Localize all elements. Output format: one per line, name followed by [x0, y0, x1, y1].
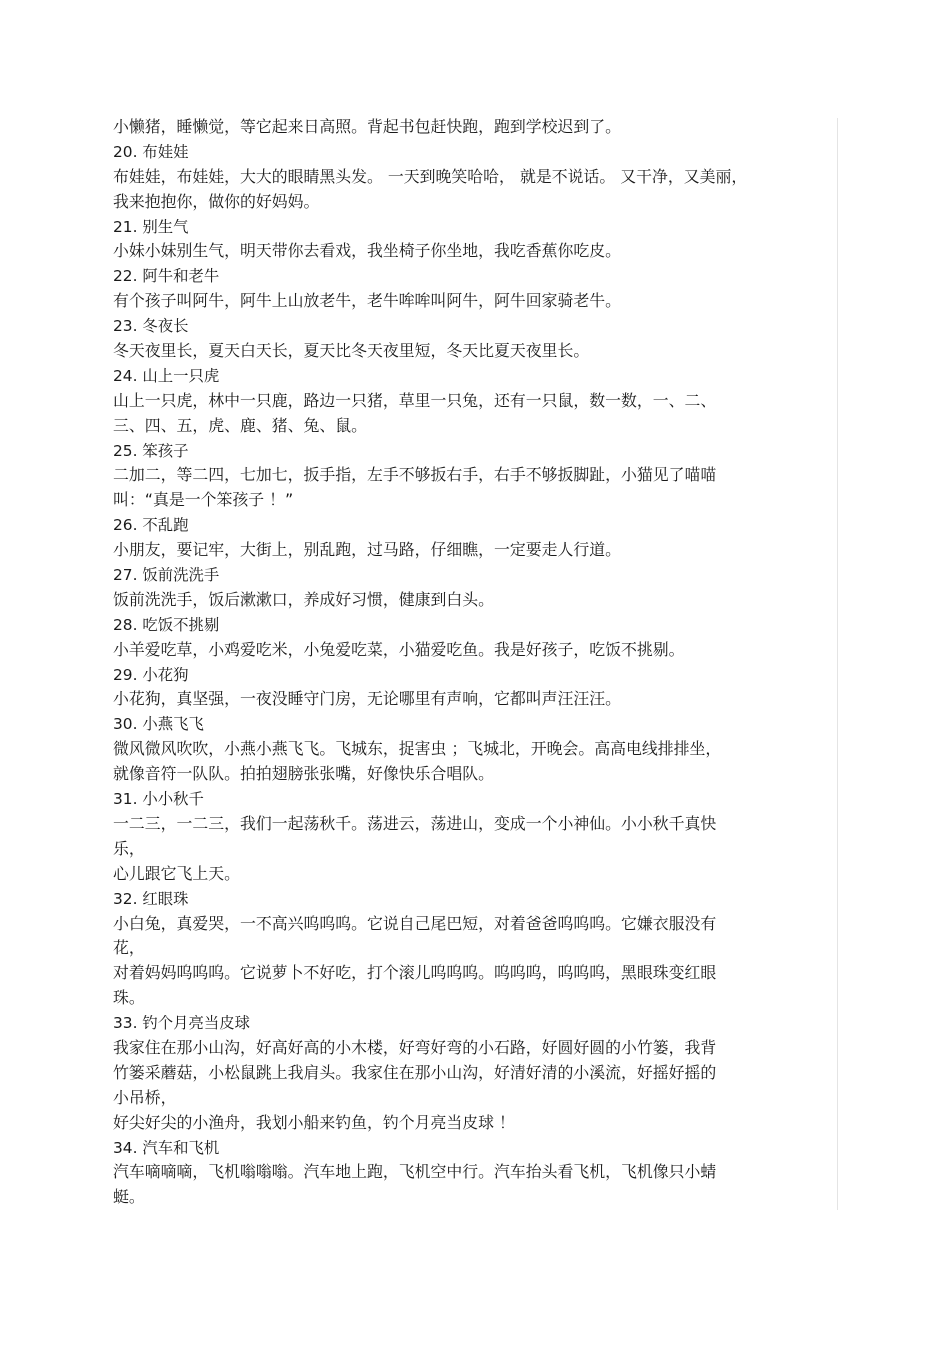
text-line: 我家住在那小山沟，好高好高的小木楼，好弯好弯的小石路，好圆好圆的小竹篓，我背	[113, 1037, 717, 1057]
text-line: 蜓。	[113, 1187, 145, 1207]
poem-title: 30. 小燕飞飞	[113, 715, 204, 734]
poem-title: 24. 山上一只虎	[113, 366, 220, 385]
document-body	[113, 115, 833, 1210]
text-line: 一二三，一二三，我们一起荡秋千。荡进云，荡进山，变成一个小神仙。小小秋千真快	[113, 813, 717, 833]
poem-title: 22. 阿牛和老牛	[113, 267, 220, 286]
poem-title: 31. 小小秋千	[113, 790, 204, 809]
text-line: 小懒猪，睡懒觉，等它起来日高照。背起书包赶快跑，跑到学校迟到了。	[113, 117, 622, 136]
poem-title: 28. 吃饭不挑剔	[113, 615, 220, 634]
text-line: 冬天夜里长，夏天白天长，夏天比冬天夜里短，冬天比夏天夜里长。	[113, 341, 590, 361]
text-line: 山上一只虎，林中一只鹿，路边一只猪，草里一只兔，还有一只鼠，数一数，一、二、	[113, 390, 717, 410]
text-line: 汽车嘀嘀嘀，飞机嗡嗡嗡。汽车地上跑，飞机空中行。汽车抬头看飞机，飞机像只小蜻	[113, 1162, 717, 1182]
poem-title: 32. 红眼珠	[113, 889, 189, 908]
text-line: 布娃娃，布娃娃，大大的眼睛黑头发。 一天到晚笑哈哈， 就是不说话。 又干净，又美丽，	[113, 166, 748, 186]
poem-title: 29. 小花狗	[113, 665, 189, 684]
poem-title: 34. 汽车和飞机	[113, 1138, 220, 1157]
text-line: 我来抱抱你，做你的好妈妈。	[113, 191, 320, 211]
poem-title: 23. 冬夜长	[113, 317, 189, 336]
text-line: 小妹小妹别生气，明天带你去看戏，我坐椅子你坐地，我吃香蕉你吃皮。	[113, 241, 622, 261]
text-line: 对着妈妈呜呜呜。它说萝卜不好吃，打个滚儿呜呜呜。呜呜呜，呜呜呜，黑眼珠变红眼	[113, 963, 717, 983]
text-line: 微风微风吹吹，小燕小燕飞飞。飞城东，捉害虫 ；飞城北，开晚会。高高电线排排坐，	[113, 739, 722, 759]
text-line: 三、四、五，虎、鹿、猪、兔、鼠。	[113, 415, 368, 435]
text-line: 珠。	[113, 988, 145, 1008]
text-line: 竹篓采蘑菇，小松鼠跳上我肩头。我家住在那小山沟，好清好清的小溪流，好摇好摇的	[113, 1062, 717, 1082]
poem-title: 27. 饭前洗洗手	[113, 566, 220, 585]
page-edge-rule	[837, 118, 838, 1210]
text-line: 叫：“真是一个笨孩子 ！”	[113, 490, 294, 510]
text-line: 小朋友，要记牢，大街上，别乱跑，过马路，仔细瞧，一定要走人行道。	[113, 540, 622, 560]
text-line: 心儿跟它飞上天。	[113, 863, 241, 883]
text-line: 小花狗，真坚强，一夜没睡守门房，无论哪里有声响，它都叫声汪汪汪。	[113, 689, 622, 709]
text-line: 小白兔，真爱哭，一不高兴呜呜呜。它说自己尾巴短，对着爸爸呜呜呜。它嫌衣服没有	[113, 913, 717, 933]
poem-title: 26. 不乱跑	[113, 516, 189, 535]
poem-title: 20. 布娃娃	[113, 142, 189, 161]
text-line: 有个孩子叫阿牛，阿牛上山放老牛，老牛哞哞叫阿牛，阿牛回家骑老牛。	[113, 291, 622, 311]
text-line: 好尖好尖的小渔舟，我划小船来钓鱼，钓个月亮当皮球 ！	[113, 1112, 515, 1132]
text-line: 小羊爱吃草，小鸡爱吃米，小兔爱吃菜，小猫爱吃鱼。我是好孩子，吃饭不挑剔。	[113, 639, 685, 659]
text-line: 饭前洗洗手，饭后漱漱口，养成好习惯，健康到白头。	[113, 589, 495, 609]
poem-title: 21. 别生气	[113, 217, 189, 236]
text-line: 乐，	[113, 838, 145, 858]
text-line: 就像音符一队队。拍拍翅膀张张嘴，好像快乐合唱队。	[113, 764, 495, 784]
poem-title: 25. 笨孩子	[113, 441, 189, 460]
poem-title: 33. 钓个月亮当皮球	[113, 1014, 250, 1033]
text-line: 花，	[113, 938, 145, 958]
text-line: 小吊桥，	[113, 1087, 177, 1107]
text-line: 二加二，等二四，七加七，扳手指，左手不够扳右手，右手不够扳脚趾，小猫见了喵喵	[113, 465, 717, 485]
